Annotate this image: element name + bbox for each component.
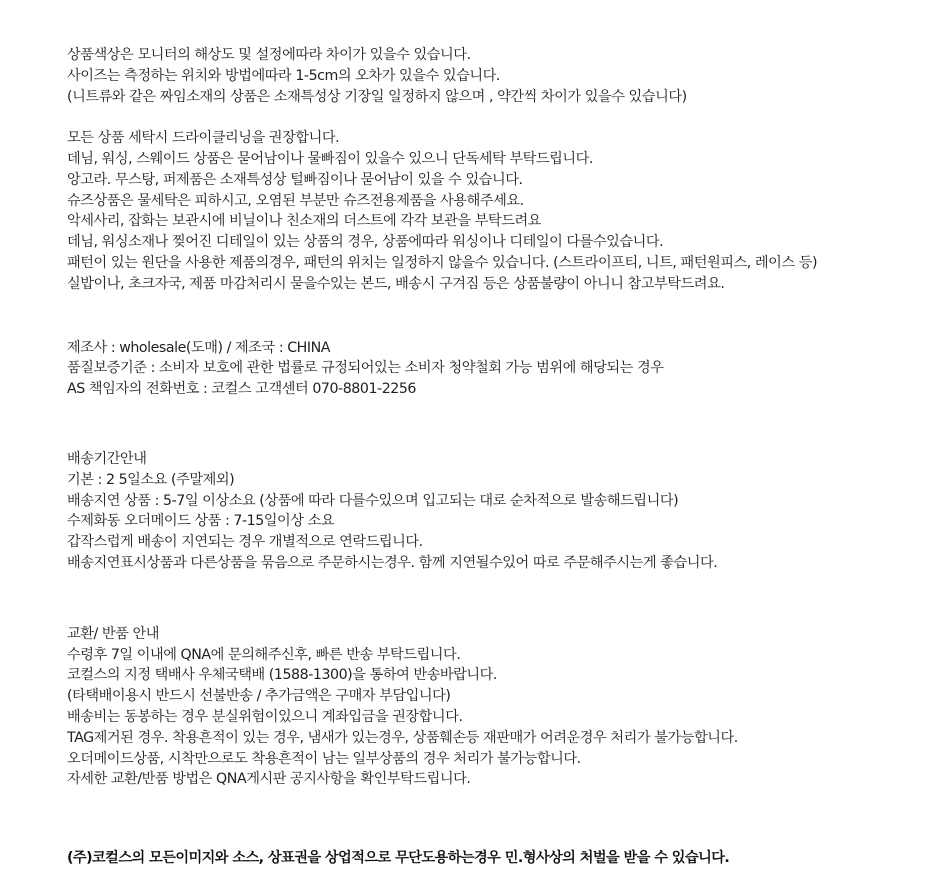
care-section <box>67 128 947 294</box>
exchange-line: 배송비는 동봉하는 경우 분실위험이있으니 계좌입금을 권장합니다. <box>67 708 463 725</box>
knit-notice-line: (니트류와 같은 짜임소재의 상품은 소재특성상 기장일 일정하지 않으며 , 약간씩 차이가 있을수 있습니다) <box>67 88 687 105</box>
size-notice-line: 사이즈는 측정하는 위치와 방법에따라 1-5cm의 오차가 있을수 있습니다. <box>67 67 500 84</box>
care-line: 악세사리, 잡화는 보관시에 비닐이나 친소재의 더스트에 각각 보관을 부탁드려요 <box>67 213 541 230</box>
exchange-line: 수령후 7일 이내에 QNA에 문의해주신후, 빠른 반송 부탁드립니다. <box>67 646 461 663</box>
care-line: 데님, 워싱소재나 찢어진 디테일이 있는 상품의 경우, 상품에따라 워싱이나 디테일이 다를수있습니다. <box>67 234 664 251</box>
color-notice-line: 상품색상은 모니터의 해상도 및 설정에따라 차이가 있을수 있습니다. <box>67 47 471 63</box>
as-phone-line: AS 책임자의 전화번호 : 코컬스 고객센터 070-8801-2256 <box>67 381 417 398</box>
exchange-section <box>67 624 947 790</box>
spacer <box>67 574 947 624</box>
shipping-line: 기본 : 2 5일소요 (주말제외) <box>67 471 235 488</box>
shipping-line: 배송지연표시상품과 다른상품을 묶음으로 주문하시는경우. 함께 지연될수있어 따로 주문해주시는게 좋습니다. <box>67 554 718 571</box>
shipping-heading: 배송기간안내 <box>67 450 147 467</box>
spacer <box>67 790 947 848</box>
exchange-line: 자세한 교환/반품 방법은 QNA게시판 공지사항을 확인부탁드립니다. <box>67 771 471 788</box>
copyright-notice: (주)코컬스의 모든이미지와 소스, 상표권을 상업적으로 무단도용하는경우 민.형사상의 처벌을 받을 수 있습니다. <box>67 850 730 867</box>
care-line: 패턴이 있는 원단을 사용한 제품의경우, 패턴의 위치는 일정하지 않을수 있습니다. (스트라이프티, 니트, 패턴원피스, 레이스 등) <box>67 254 818 271</box>
shipping-line: 수제화동 오더메이드 상품 : 7-15일이상 소요 <box>67 513 335 530</box>
care-line: 슈즈상품은 물세탁은 피하시고, 오염된 부분만 슈즈전용제품을 사용해주세요. <box>67 192 524 209</box>
warranty-line: 품질보증기준 : 소비자 보호에 관한 법률로 규정되어있는 소비자 청약철회 가능 범위에 해당되는 경우 <box>67 360 664 377</box>
spacer <box>67 295 947 338</box>
care-line: 실밥이나, 초크자국, 제품 마감처리시 묻을수있는 본드, 배송시 구겨짐 등은 상품불량이 아니니 참고부탁드려요. <box>67 275 725 292</box>
shipping-section <box>67 449 947 574</box>
care-line: 모든 상품 세탁시 드라이클리닝을 권장합니다. <box>67 130 340 147</box>
spacer <box>67 400 947 449</box>
manufacturer-line: 제조사 : wholesale(도매) / 제조국 : CHINA <box>67 339 331 356</box>
exchange-line: 오더메이드상품, 시착만으로도 착용흔적이 남는 일부상품의 경우 처리가 불가능합니다. <box>67 750 581 767</box>
exchange-heading: 교환/ 반품 안내 <box>67 625 159 642</box>
exchange-line: TAG제거된 경우. 착용흔적이 있는 경우, 냄새가 있는경우, 상품훼손등 재판매가 어려운경우 처리가 불가능합니다. <box>67 729 738 746</box>
exchange-line: 코컬스의 지정 택배사 우체국택배 (1588-1300)을 통하여 반송바랍니다. <box>67 667 497 684</box>
manufacturer-section <box>67 338 947 400</box>
care-line: 앙고라. 무스탕, 퍼제품은 소재특성상 털빠짐이나 묻어남이 있을 수 있습니다. <box>67 171 523 188</box>
product-notice <box>67 45 947 869</box>
exchange-line: (타택배이용시 반드시 선불반송 / 추가금액은 구매자 부담입니다) <box>67 688 451 705</box>
color-size-section <box>67 45 947 107</box>
care-line: 데님, 워싱, 스웨이드 상품은 묻어남이나 물빠짐이 있을수 있으니 단독세탁 부탁드립니다. <box>67 150 593 167</box>
shipping-line: 갑작스럽게 배송이 지연되는 경우 개별적으로 연락드립니다. <box>67 534 423 551</box>
spacer <box>67 107 947 128</box>
shipping-line: 배송지연 상품 : 5-7일 이상소요 (상품에 따라 다를수있으며 입고되는 대로 순차적으로 발송해드립니다) <box>67 492 679 509</box>
